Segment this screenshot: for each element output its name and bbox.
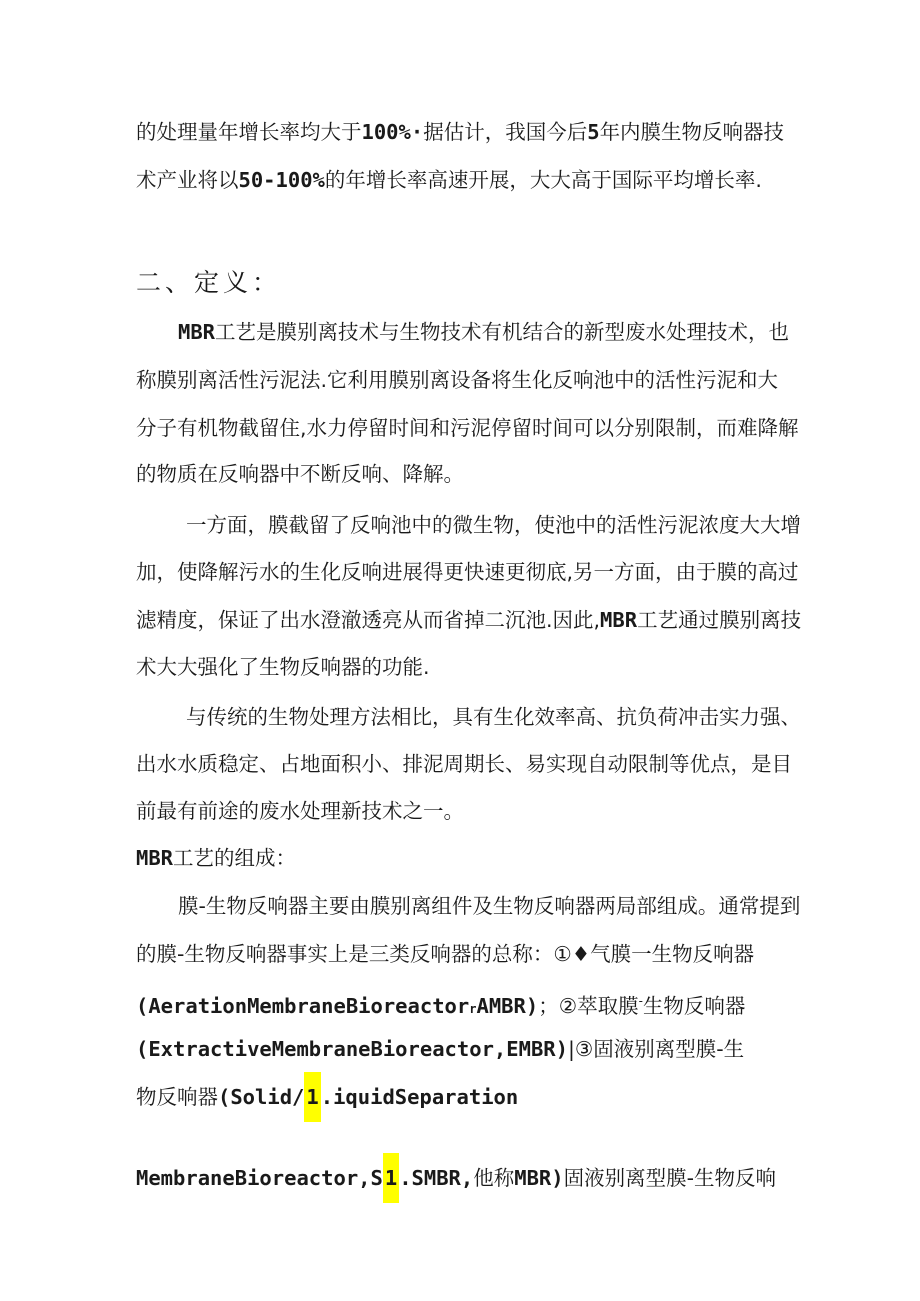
section-heading-definition: 二、定义：: [136, 268, 282, 297]
composition-text: 生物反响器: [642, 993, 746, 1018]
highlight-mark: 1: [304, 1072, 320, 1122]
intro-line-1: [136, 117, 784, 147]
intro-text: 年内膜生物反响器技: [599, 120, 785, 144]
composition-text: |③固液别离型膜-生: [567, 1037, 745, 1061]
intro-range: 50-100%: [238, 168, 325, 192]
intro-text: 的年增长率高速开展，大大高于国际平均增长率.: [324, 168, 762, 192]
advantage-line-4: 术大大强化了生物反响器的功能.: [136, 655, 430, 679]
intro-line-2: [136, 165, 762, 195]
composition-line-3: [136, 986, 745, 1024]
mbr-term: MBR): [514, 1166, 564, 1190]
mbr-term: MBR: [136, 846, 174, 870]
embr-term: (ExtractiveMembraneBioreactor,EMBR): [136, 1037, 568, 1061]
intro-text: 术产业将以: [136, 168, 239, 192]
advantage-line-1: 一方面，膜截留了反响池中的微生物，使池中的活性污泥浓度大大增: [186, 513, 801, 537]
composition-text: 他称: [473, 1166, 515, 1190]
definition-text: 工艺是膜别离技术与生物技术有机结合的新型废水处理技术，也: [215, 320, 790, 344]
ambr-sub: r: [469, 1001, 477, 1016]
highlight-mark: 1: [383, 1153, 399, 1203]
definition-line-3: 分子有机物截留住,水力停留时间和污泥停留时间可以分别限制，而难降解: [136, 416, 799, 440]
intro-text: 据估计，我国今后: [423, 120, 588, 144]
definition-line-1: [178, 317, 789, 347]
smbr-abbr: .SMBR,: [399, 1166, 474, 1190]
composition-text: 固液别离型膜-生物反响: [563, 1166, 777, 1190]
advantage-line-3: [136, 605, 801, 635]
composition-line-6: [136, 1163, 776, 1193]
composition-text: ；②萃取膜: [538, 993, 639, 1018]
composition-sup: -: [638, 994, 643, 1008]
composition-line-1: 膜-生物反响器主要由膜别离组件及生物反响器两局部组成。通常提到: [178, 894, 801, 918]
smbr-term-part1: (Solid/: [218, 1085, 305, 1109]
mbr-term: MBR: [178, 320, 216, 344]
intro-number: 5: [587, 120, 600, 144]
advantage-text: 工艺通过膜别离技: [637, 608, 802, 632]
composition-heading-text: 工艺的组成：: [173, 846, 297, 870]
mbr-term: MBR: [600, 608, 638, 632]
comparison-line-3: 前最有前途的废水处理新技术之一。: [136, 799, 464, 823]
composition-heading: [136, 843, 296, 873]
composition-line-5: [136, 1082, 518, 1112]
definition-line-4: 的物质在反响器中不断反响、降解。: [136, 462, 464, 486]
advantage-text: 滤精度，保证了出水澄澈透亮从而省掉二沉池.因此,: [136, 608, 601, 632]
intro-percent: 100%·: [361, 120, 424, 144]
composition-text: 物反响器: [136, 1085, 218, 1109]
ambr-term: (AerationMembraneBioreactor: [136, 993, 470, 1018]
ambr-abbr: AMBR): [476, 993, 539, 1018]
advantage-line-2: 加，使降解污水的生化反响进展得更快速更彻底,另一方面，由于膜的高过: [136, 560, 799, 584]
definition-line-2: 称膜别离活性污泥法.它利用膜别离设备将生化反响池中的活性污泥和大: [136, 368, 779, 392]
composition-line-2: 的膜-生物反响器事实上是三类反响器的总称：①♦气膜一生物反响器: [136, 942, 755, 966]
comparison-line-1: 与传统的生物处理方法相比，具有生化效率高、抗负荷冲击实力强、: [186, 705, 801, 729]
smbr-term-part3: MembraneBioreactor,S: [136, 1166, 383, 1190]
intro-text: 的处理量年增长率均大于: [136, 120, 362, 144]
comparison-line-2: 出水水质稳定、占地面积小、排泥周期长、易实现自动限制等优点，是目: [136, 752, 792, 776]
smbr-term-part2: .iquidSeparation: [320, 1085, 519, 1109]
composition-line-4: [136, 1034, 744, 1064]
